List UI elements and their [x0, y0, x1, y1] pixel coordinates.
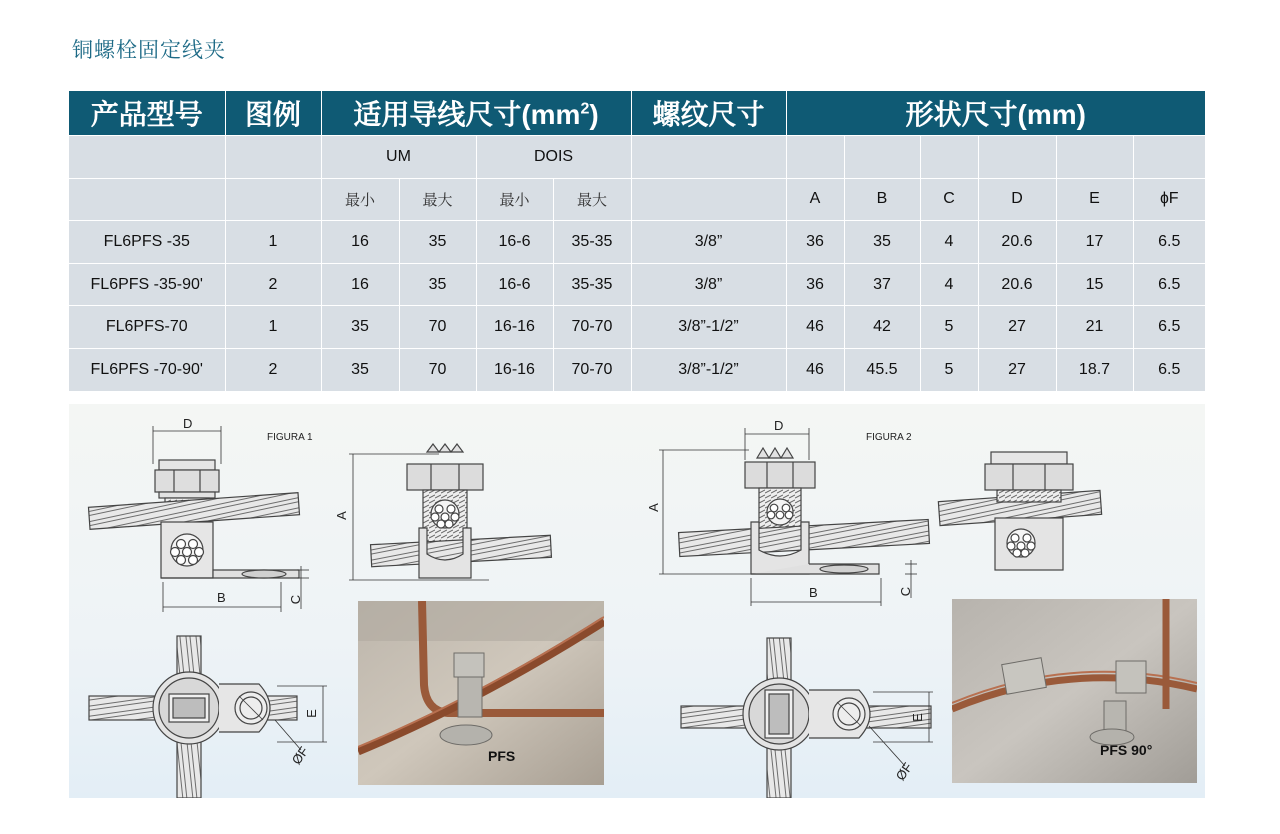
cell-F: 6.5	[1133, 306, 1205, 349]
subheader-um: UM	[321, 136, 476, 179]
dim-E-fig1: E	[303, 709, 319, 718]
cell-um-max: 35	[399, 263, 476, 306]
subheader-D: D	[978, 178, 1056, 221]
fig1-top-view	[89, 636, 297, 798]
empty-cell	[786, 136, 844, 179]
dim-C-fig1: C	[288, 594, 304, 605]
empty-cell	[920, 136, 978, 179]
product-photo-pfs-90	[952, 599, 1197, 783]
photo-pfs-90-caption: PFS 90°	[1100, 742, 1153, 758]
cell-B: 45.5	[844, 348, 920, 390]
cell-C: 4	[920, 221, 978, 264]
cell-dois-max: 70-70	[553, 306, 631, 349]
subheader-dois: DOIS	[476, 136, 631, 179]
dim-B-fig1: B	[217, 590, 226, 605]
cell-dois-max: 35-35	[553, 263, 631, 306]
subheader-E: E	[1056, 178, 1133, 221]
photo-pfs-image	[358, 601, 604, 785]
photo-pfs-90-image	[952, 599, 1197, 783]
cell-model: FL6PFS -35-90'	[69, 263, 225, 306]
empty-cell	[844, 136, 920, 179]
cell-E: 15	[1056, 263, 1133, 306]
header-conductor-size: 适用导线尺寸$(mm^2)$	[321, 91, 631, 136]
dim-A-fig1: A	[333, 511, 349, 520]
cell-C: 4	[920, 263, 978, 306]
empty-cell	[978, 136, 1056, 179]
cell-D: 20.6	[978, 221, 1056, 264]
cell-thread: 3/8”-1/2”	[631, 306, 786, 349]
empty-cell	[631, 136, 786, 179]
cell-um-min: 16	[321, 263, 399, 306]
cell-dois-max: 35-35	[553, 221, 631, 264]
subheader-dois-min: 最小	[476, 178, 553, 221]
dim-E-fig2: E	[909, 713, 925, 722]
table-row	[69, 306, 1205, 349]
cell-um-max: 70	[399, 306, 476, 349]
empty-cell	[225, 136, 321, 179]
cell-figure: 1	[225, 221, 321, 264]
fig2-side-view	[659, 428, 929, 574]
cell-D: 20.6	[978, 263, 1056, 306]
subheader-um-min: 最小	[321, 178, 399, 221]
dim-D-fig2: D	[774, 418, 784, 433]
cell-E: 21	[1056, 306, 1133, 349]
cell-um-min: 35	[321, 348, 399, 390]
dim-A-fig2: A	[645, 503, 661, 512]
cell-F: 6.5	[1133, 263, 1205, 306]
cell-C: 5	[920, 348, 978, 390]
header-row	[69, 91, 1205, 136]
cell-A: 46	[786, 348, 844, 390]
page-title: 铜螺栓固定线夹	[72, 38, 226, 62]
header-thread: 螺纹尺寸	[631, 91, 786, 136]
header-model: 产品型号	[69, 91, 225, 136]
cell-thread: 3/8”-1/2”	[631, 348, 786, 390]
table-row	[69, 263, 1205, 306]
cell-figure: 1	[225, 306, 321, 349]
table-row	[69, 348, 1205, 390]
cell-um-min: 35	[321, 306, 399, 349]
subheader-row-1	[69, 136, 1205, 179]
subheader-F: ɸF	[1133, 178, 1205, 221]
cell-dois-min: 16-16	[476, 348, 553, 390]
table-row	[69, 221, 1205, 264]
subheader-A: A	[786, 178, 844, 221]
cell-C: 5	[920, 306, 978, 349]
figure-2-label: FIGURA 2	[866, 432, 912, 443]
empty-cell	[1133, 136, 1205, 179]
cell-A: 36	[786, 221, 844, 264]
cell-dois-min: 16-16	[476, 306, 553, 349]
cell-D: 27	[978, 306, 1056, 349]
cell-F: 6.5	[1133, 348, 1205, 390]
cell-B: 37	[844, 263, 920, 306]
dim-F-fig2: ØF	[892, 759, 916, 784]
subheader-dois-max: 最大	[553, 178, 631, 221]
cell-thread: 3/8”	[631, 263, 786, 306]
product-photo-pfs	[358, 601, 604, 785]
cell-dois-max: 70-70	[553, 348, 631, 390]
fig1-front-view	[349, 444, 551, 580]
cell-um-max: 70	[399, 348, 476, 390]
cell-model: FL6PFS -35	[69, 221, 225, 264]
technical-drawing-panel	[69, 404, 1205, 798]
cell-dois-min: 16-6	[476, 221, 553, 264]
dim-C-fig2: C	[898, 586, 914, 597]
empty-cell	[69, 178, 225, 221]
cell-model: FL6PFS -70-90'	[69, 348, 225, 390]
figure-1-label: FIGURA 1	[267, 432, 313, 443]
cell-um-min: 16	[321, 221, 399, 264]
fig1-side-view	[88, 426, 299, 578]
subheader-C: C	[920, 178, 978, 221]
empty-cell	[631, 178, 786, 221]
subheader-B: B	[844, 178, 920, 221]
cell-E: 18.7	[1056, 348, 1133, 390]
cell-dois-min: 16-6	[476, 263, 553, 306]
cell-figure: 2	[225, 263, 321, 306]
subheader-um-max: 最大	[399, 178, 476, 221]
cell-um-max: 35	[399, 221, 476, 264]
fig2-end-view	[938, 452, 1101, 570]
subheader-row-2	[69, 178, 1205, 221]
cell-A: 36	[786, 263, 844, 306]
dim-F-fig1: ØF	[288, 743, 312, 768]
spec-table	[69, 91, 1205, 391]
empty-cell	[69, 136, 225, 179]
cell-D: 27	[978, 348, 1056, 390]
cell-E: 17	[1056, 221, 1133, 264]
dim-B-fig2: B	[809, 585, 818, 600]
cell-B: 42	[844, 306, 920, 349]
cell-thread: 3/8”	[631, 221, 786, 264]
cell-B: 35	[844, 221, 920, 264]
cell-A: 46	[786, 306, 844, 349]
cell-F: 6.5	[1133, 221, 1205, 264]
cell-model: FL6PFS-70	[69, 306, 225, 349]
header-shape-size: 形状尺寸(mm)	[786, 91, 1205, 136]
empty-cell	[1056, 136, 1133, 179]
fig2-top-dimensions	[869, 692, 933, 766]
photo-pfs-caption: PFS	[488, 748, 516, 764]
dim-D-fig1: D	[183, 416, 193, 431]
empty-cell	[225, 178, 321, 221]
header-figure: 图例	[225, 91, 321, 136]
cell-figure: 2	[225, 348, 321, 390]
